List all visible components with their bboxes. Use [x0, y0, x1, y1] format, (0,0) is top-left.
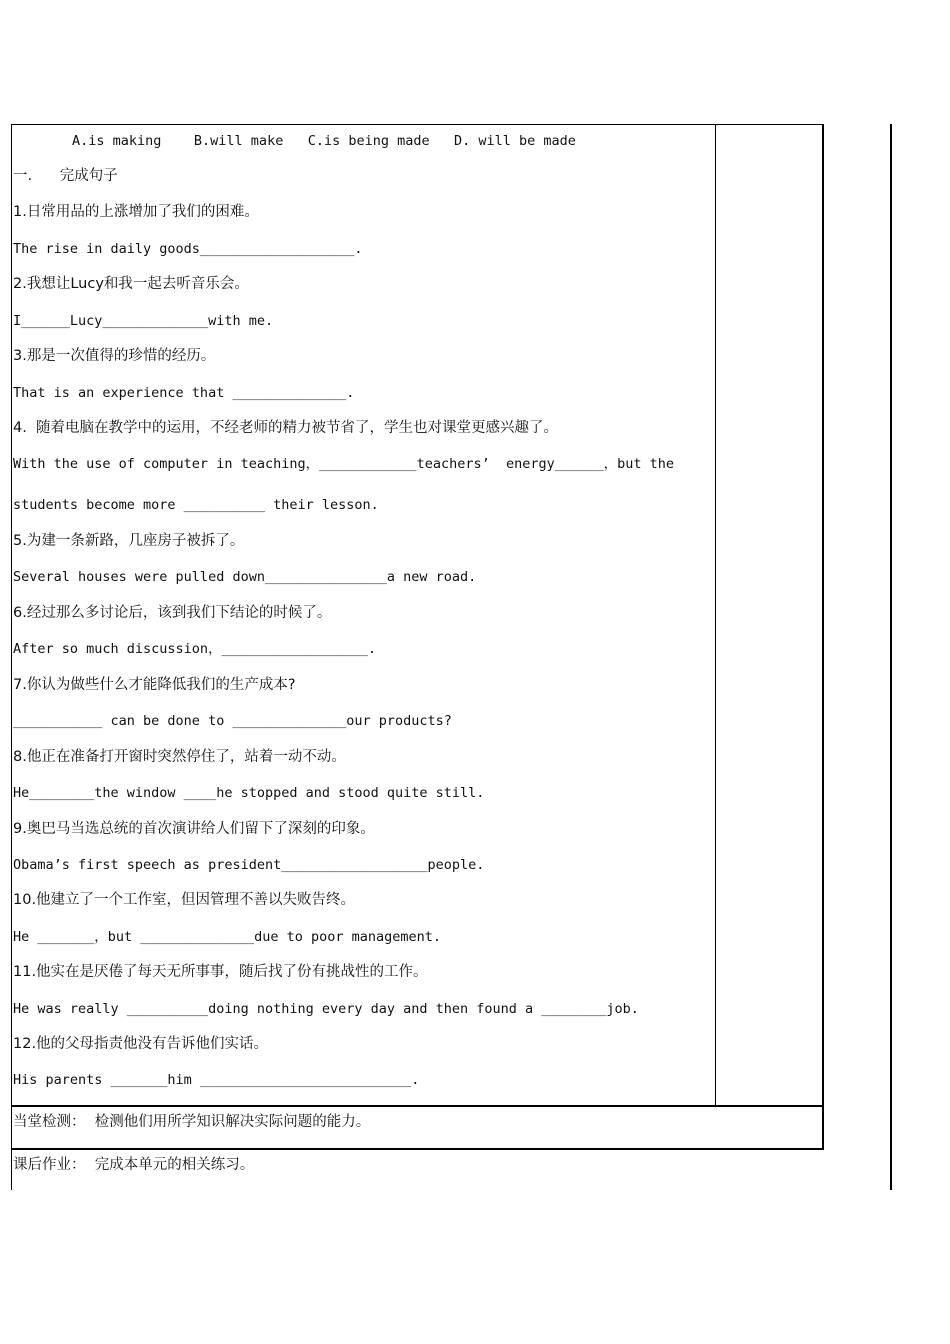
in-class-check-row: 当堂检测： 检测他们用所学知识解决实际问题的能力。	[13, 1114, 371, 1130]
table-top-border	[11, 124, 824, 125]
item-2-chinese: 2.我想让Lucy和我一起去听音乐会。	[13, 276, 249, 292]
item-11-chinese: 11.他实在是厌倦了每天无所事事，随后找了份有挑战性的工作。	[13, 964, 428, 980]
row-divider-homework	[11, 1148, 824, 1150]
table-inner-column-border	[715, 124, 716, 1106]
item-4-chinese: 4. 随着电脑在教学中的运用，不经老师的精力被节省了，学生也对课堂更感兴趣了。	[13, 420, 559, 436]
item-10-english: He _______，but ______________due to poor management.	[13, 929, 442, 945]
item-6-chinese: 6.经过那么多讨论后，该到我们下结论的时候了。	[13, 605, 332, 621]
item-6-english: After so much discussion，__________________.	[13, 641, 376, 657]
item-5-english: Several houses were pulled down_______________a new road.	[13, 569, 477, 585]
item-2-english: I______Lucy_____________with me.	[13, 313, 274, 329]
item-8-english: He________the window ____he stopped and stood quite still.	[13, 785, 485, 801]
item-1-english: The rise in daily goods___________________.	[13, 241, 363, 257]
page-right-margin-line	[890, 124, 892, 1190]
row-divider-check	[11, 1105, 824, 1107]
homework-row: 课后作业： 完成本单元的相关练习。	[13, 1157, 255, 1173]
item-4-english: With the use of computer in teaching，____________teachers’ energy______，but the	[13, 456, 674, 472]
item-8-chinese: 8.他正在准备打开窗时突然停住了，站着一动不动。	[13, 749, 346, 765]
item-10-chinese: 10.他建立了一个工作室，但因管理不善以失败告终。	[13, 892, 356, 908]
table-right-border	[822, 124, 824, 1150]
item-4-english-continued: students become more __________ their lesson.	[13, 497, 379, 513]
item-3-chinese: 3.那是一次值得的珍惜的经历。	[13, 348, 216, 364]
item-9-chinese: 9.奥巴马当选总统的首次演讲给人们留下了深刻的印象。	[13, 821, 375, 837]
item-7-chinese: 7.你认为做些什么才能降低我们的生产成本?	[13, 677, 296, 693]
table-left-border	[11, 124, 12, 1190]
item-3-english: That is an experience that ______________.	[13, 385, 355, 401]
item-5-chinese: 5.为建一条新路，几座房子被拆了。	[13, 533, 245, 549]
item-12-chinese: 12.他的父母指责他没有告诉他们实话。	[13, 1036, 269, 1052]
answer-options: A.is making B.will make C.is being made D. will be made	[72, 133, 576, 149]
item-7-english: ___________ can be done to ______________our products?	[13, 713, 452, 729]
item-11-english: He was really __________doing nothing every day and then found a ________job.	[13, 1001, 639, 1017]
item-1-chinese: 1.日常用品的上涨增加了我们的困难。	[13, 204, 259, 220]
item-12-english: His parents _______him __________________________.	[13, 1072, 420, 1088]
item-9-english: Obama’s first speech as president__________________people.	[13, 857, 485, 873]
section-heading: 一. 完成句子	[13, 168, 118, 184]
